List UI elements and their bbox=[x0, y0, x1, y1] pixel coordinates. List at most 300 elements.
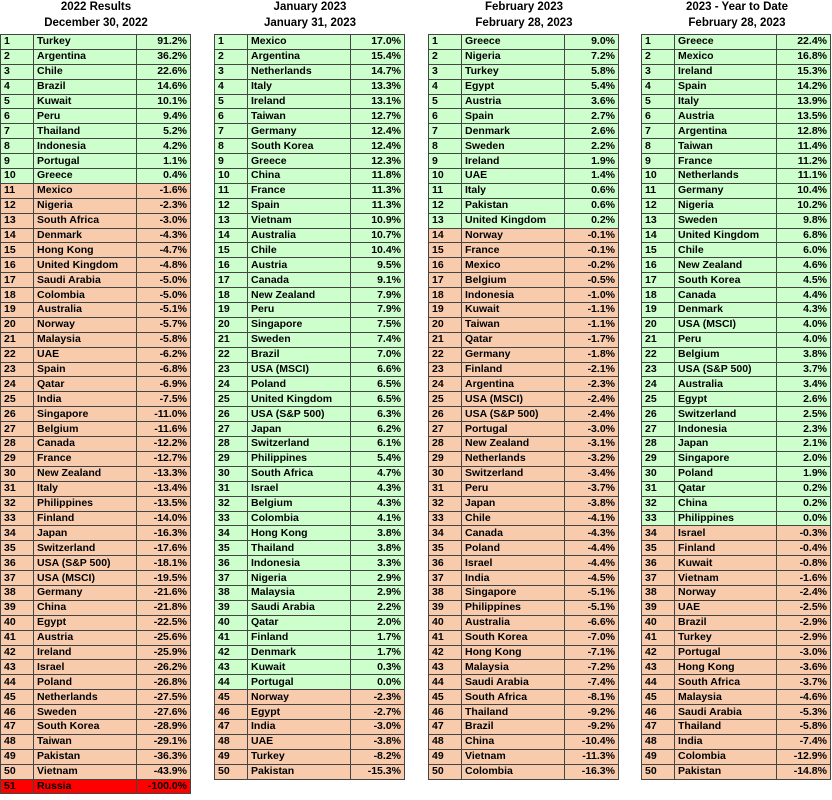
cell-rank: 18 bbox=[215, 288, 248, 303]
cell-rank: 1 bbox=[429, 35, 462, 50]
table-row bbox=[1, 585, 191, 600]
cell-country: Finland bbox=[34, 511, 137, 526]
cell-rank: 9 bbox=[1, 154, 34, 169]
ranking-table bbox=[641, 34, 831, 780]
table-row bbox=[215, 511, 405, 526]
cell-country: Peru bbox=[462, 481, 565, 496]
cell-rank: 7 bbox=[1, 124, 34, 139]
cell-value: 2.9% bbox=[351, 571, 405, 586]
cell-country: Philippines bbox=[248, 451, 351, 466]
cell-rank: 25 bbox=[642, 392, 675, 407]
cell-country: Colombia bbox=[462, 764, 565, 779]
cell-country: Hong Kong bbox=[462, 645, 565, 660]
cell-country: Greece bbox=[462, 35, 565, 50]
cell-country: Pakistan bbox=[34, 749, 137, 764]
cell-country: Portugal bbox=[675, 645, 777, 660]
cell-rank: 48 bbox=[429, 734, 462, 749]
table-row bbox=[642, 139, 831, 154]
cell-value: -26.8% bbox=[137, 675, 191, 690]
cell-rank: 18 bbox=[642, 288, 675, 303]
cell-country: Finland bbox=[248, 630, 351, 645]
cell-value: 11.3% bbox=[351, 198, 405, 213]
cell-rank: 38 bbox=[215, 585, 248, 600]
cell-country: Turkey bbox=[248, 749, 351, 764]
cell-country: Japan bbox=[462, 496, 565, 511]
cell-country: United Kingdom bbox=[675, 228, 777, 243]
cell-rank: 14 bbox=[215, 228, 248, 243]
table-row bbox=[215, 169, 405, 184]
cell-country: USA (MSCI) bbox=[462, 392, 565, 407]
cell-country: Japan bbox=[34, 526, 137, 541]
cell-value: 5.2% bbox=[137, 124, 191, 139]
cell-rank: 24 bbox=[429, 377, 462, 392]
table-row bbox=[642, 719, 831, 734]
cell-value: -3.0% bbox=[565, 422, 619, 437]
cell-value: 14.2% bbox=[777, 79, 831, 94]
cell-country: Brazil bbox=[462, 719, 565, 734]
table-row bbox=[1, 615, 191, 630]
table-row bbox=[429, 228, 619, 243]
table-row bbox=[1, 243, 191, 258]
cell-country: Malaysia bbox=[462, 660, 565, 675]
table-row bbox=[429, 600, 619, 615]
table-row bbox=[215, 183, 405, 198]
table-row bbox=[1, 49, 191, 64]
cell-country: Italy bbox=[462, 183, 565, 198]
cell-country: Israel bbox=[34, 660, 137, 675]
cell-value: -4.7% bbox=[137, 243, 191, 258]
table-row bbox=[215, 437, 405, 452]
cell-value: -3.2% bbox=[565, 451, 619, 466]
cell-value: -8.2% bbox=[351, 749, 405, 764]
table-row bbox=[1, 169, 191, 184]
cell-country: South Africa bbox=[34, 213, 137, 228]
cell-rank: 13 bbox=[642, 213, 675, 228]
cell-country: Japan bbox=[675, 437, 777, 452]
table-row bbox=[215, 213, 405, 228]
ranking-table bbox=[428, 34, 619, 780]
table-row bbox=[215, 124, 405, 139]
table-row bbox=[1, 451, 191, 466]
cell-country: Chile bbox=[34, 64, 137, 79]
cell-rank: 3 bbox=[429, 64, 462, 79]
cell-rank: 11 bbox=[215, 183, 248, 198]
cell-rank: 40 bbox=[429, 615, 462, 630]
cell-rank: 40 bbox=[642, 615, 675, 630]
table-row bbox=[642, 749, 831, 764]
cell-value: -2.4% bbox=[565, 407, 619, 422]
cell-country: Denmark bbox=[462, 124, 565, 139]
cell-value: -1.1% bbox=[565, 303, 619, 318]
cell-rank: 31 bbox=[429, 481, 462, 496]
table-row bbox=[1, 496, 191, 511]
cell-value: 6.5% bbox=[351, 392, 405, 407]
table-row bbox=[642, 481, 831, 496]
cell-rank: 38 bbox=[429, 585, 462, 600]
cell-value: 0.2% bbox=[777, 496, 831, 511]
cell-country: Portugal bbox=[248, 675, 351, 690]
cell-rank: 12 bbox=[429, 198, 462, 213]
cell-value: 3.4% bbox=[777, 377, 831, 392]
cell-value: -13.4% bbox=[137, 481, 191, 496]
cell-rank: 41 bbox=[429, 630, 462, 645]
cell-value: 9.1% bbox=[351, 273, 405, 288]
table-row bbox=[215, 139, 405, 154]
cell-country: Peru bbox=[34, 109, 137, 124]
cell-value: 12.8% bbox=[777, 124, 831, 139]
table-row bbox=[642, 198, 831, 213]
cell-rank: 8 bbox=[429, 139, 462, 154]
cell-country: Canada bbox=[248, 273, 351, 288]
cell-rank: 17 bbox=[429, 273, 462, 288]
cell-country: Switzerland bbox=[248, 437, 351, 452]
cell-value: -14.8% bbox=[777, 764, 831, 779]
cell-country: Vietnam bbox=[248, 213, 351, 228]
cell-value: -2.4% bbox=[777, 585, 831, 600]
table-row bbox=[215, 571, 405, 586]
cell-country: USA (S&P 500) bbox=[248, 407, 351, 422]
cell-country: Pakistan bbox=[248, 764, 351, 779]
cell-value: 13.3% bbox=[351, 79, 405, 94]
cell-country: Switzerland bbox=[462, 466, 565, 481]
cell-country: Canada bbox=[34, 437, 137, 452]
table-row bbox=[642, 109, 831, 124]
cell-rank: 39 bbox=[215, 600, 248, 615]
cell-rank: 14 bbox=[642, 228, 675, 243]
table-row bbox=[1, 705, 191, 720]
cell-value: 1.7% bbox=[351, 645, 405, 660]
cell-value: 6.6% bbox=[351, 362, 405, 377]
cell-value: 1.1% bbox=[137, 154, 191, 169]
cell-value: -0.5% bbox=[565, 273, 619, 288]
cell-country: Egypt bbox=[248, 705, 351, 720]
cell-country: Taiwan bbox=[248, 109, 351, 124]
table-row bbox=[1, 139, 191, 154]
cell-value: 1.7% bbox=[351, 630, 405, 645]
table-row bbox=[1, 35, 191, 50]
table-row bbox=[1, 571, 191, 586]
cell-country: USA (MSCI) bbox=[675, 317, 777, 332]
table-row bbox=[429, 660, 619, 675]
cell-rank: 18 bbox=[429, 288, 462, 303]
cell-value: -27.5% bbox=[137, 690, 191, 705]
table-row bbox=[429, 422, 619, 437]
cell-rank: 20 bbox=[642, 317, 675, 332]
table-row bbox=[215, 392, 405, 407]
table-row bbox=[215, 734, 405, 749]
table-row bbox=[429, 35, 619, 50]
cell-value: -1.7% bbox=[565, 332, 619, 347]
cell-country: USA (MSCI) bbox=[248, 362, 351, 377]
cell-country: Singapore bbox=[462, 585, 565, 600]
table-row bbox=[642, 407, 831, 422]
table-row bbox=[1, 734, 191, 749]
cell-country: New Zealand bbox=[34, 466, 137, 481]
table-row bbox=[215, 303, 405, 318]
cell-rank: 49 bbox=[1, 749, 34, 764]
table-row bbox=[215, 526, 405, 541]
cell-rank: 16 bbox=[642, 258, 675, 273]
panel-2022-results bbox=[0, 0, 192, 792]
table-row bbox=[1, 437, 191, 452]
cell-value: -4.5% bbox=[565, 571, 619, 586]
cell-value: 16.8% bbox=[777, 49, 831, 64]
cell-country: Denmark bbox=[248, 645, 351, 660]
cell-country: United Kingdom bbox=[34, 258, 137, 273]
cell-rank: 15 bbox=[429, 243, 462, 258]
cell-rank: 26 bbox=[429, 407, 462, 422]
cell-country: Colombia bbox=[675, 749, 777, 764]
cell-country: Sweden bbox=[462, 139, 565, 154]
cell-rank: 40 bbox=[215, 615, 248, 630]
cell-country: Qatar bbox=[248, 615, 351, 630]
cell-rank: 1 bbox=[642, 35, 675, 50]
table-row bbox=[642, 35, 831, 50]
cell-country: South Korea bbox=[675, 273, 777, 288]
table-row bbox=[642, 124, 831, 139]
cell-country: UAE bbox=[462, 169, 565, 184]
cell-value: -0.2% bbox=[565, 258, 619, 273]
cell-rank: 23 bbox=[1, 362, 34, 377]
panel-subtitle: February 28, 2023 bbox=[688, 16, 786, 29]
cell-country: Qatar bbox=[34, 377, 137, 392]
cell-rank: 46 bbox=[642, 705, 675, 720]
table-row bbox=[642, 317, 831, 332]
cell-country: USA (S&P 500) bbox=[675, 362, 777, 377]
cell-value: -11.0% bbox=[137, 407, 191, 422]
cell-country: Norway bbox=[34, 317, 137, 332]
table-row bbox=[215, 719, 405, 734]
table-row bbox=[642, 511, 831, 526]
table-row bbox=[1, 630, 191, 645]
cell-value: 2.9% bbox=[351, 585, 405, 600]
cell-value: -3.0% bbox=[351, 719, 405, 734]
table-row bbox=[215, 377, 405, 392]
cell-value: -9.2% bbox=[565, 705, 619, 720]
cell-value: 4.1% bbox=[351, 511, 405, 526]
cell-country: Kuwait bbox=[675, 556, 777, 571]
cell-country: Israel bbox=[462, 556, 565, 571]
cell-value: 0.3% bbox=[351, 660, 405, 675]
cell-country: Singapore bbox=[248, 317, 351, 332]
cell-value: 10.4% bbox=[351, 243, 405, 258]
table-row bbox=[1, 303, 191, 318]
cell-rank: 13 bbox=[1, 213, 34, 228]
cell-value: 12.4% bbox=[351, 139, 405, 154]
cell-value: -5.1% bbox=[565, 600, 619, 615]
table-row bbox=[429, 749, 619, 764]
cell-rank: 15 bbox=[215, 243, 248, 258]
cell-rank: 45 bbox=[429, 690, 462, 705]
cell-country: China bbox=[248, 169, 351, 184]
cell-country: Indonesia bbox=[675, 422, 777, 437]
cell-country: Belgium bbox=[248, 496, 351, 511]
cell-value: -17.6% bbox=[137, 541, 191, 556]
cell-value: 0.0% bbox=[351, 675, 405, 690]
cell-value: 9.8% bbox=[777, 213, 831, 228]
cell-rank: 7 bbox=[642, 124, 675, 139]
table-row bbox=[429, 645, 619, 660]
cell-value: 13.1% bbox=[351, 94, 405, 109]
cell-rank: 48 bbox=[642, 734, 675, 749]
cell-rank: 10 bbox=[215, 169, 248, 184]
cell-country: Netherlands bbox=[675, 169, 777, 184]
cell-country: Greece bbox=[248, 154, 351, 169]
cell-rank: 30 bbox=[642, 466, 675, 481]
cell-country: Spain bbox=[675, 79, 777, 94]
cell-value: 2.0% bbox=[777, 451, 831, 466]
cell-country: Nigeria bbox=[248, 571, 351, 586]
cell-rank: 47 bbox=[642, 719, 675, 734]
cell-country: France bbox=[248, 183, 351, 198]
cell-value: 0.4% bbox=[137, 169, 191, 184]
cell-value: -22.5% bbox=[137, 615, 191, 630]
panel-2023-year-to-date bbox=[641, 0, 832, 778]
cell-rank: 29 bbox=[1, 451, 34, 466]
cell-country: Ireland bbox=[462, 154, 565, 169]
table-row bbox=[1, 347, 191, 362]
cell-value: -1.1% bbox=[565, 317, 619, 332]
cell-country: Saudi Arabia bbox=[248, 600, 351, 615]
table-row bbox=[429, 332, 619, 347]
cell-value: -11.6% bbox=[137, 422, 191, 437]
table-row bbox=[1, 675, 191, 690]
cell-rank: 12 bbox=[642, 198, 675, 213]
table-row bbox=[1, 258, 191, 273]
cell-value: -1.6% bbox=[777, 571, 831, 586]
cell-rank: 34 bbox=[642, 526, 675, 541]
cell-rank: 20 bbox=[429, 317, 462, 332]
cell-value: 2.6% bbox=[777, 392, 831, 407]
cell-rank: 2 bbox=[642, 49, 675, 64]
cell-value: 4.3% bbox=[351, 496, 405, 511]
cell-rank: 34 bbox=[215, 526, 248, 541]
cell-rank: 11 bbox=[429, 183, 462, 198]
cell-rank: 8 bbox=[1, 139, 34, 154]
cell-rank: 41 bbox=[215, 630, 248, 645]
cell-value: -1.8% bbox=[565, 347, 619, 362]
cell-value: -13.3% bbox=[137, 466, 191, 481]
cell-country: Switzerland bbox=[675, 407, 777, 422]
table-row bbox=[215, 556, 405, 571]
cell-rank: 37 bbox=[642, 571, 675, 586]
cell-country: Brazil bbox=[248, 347, 351, 362]
table-row bbox=[642, 585, 831, 600]
cell-value: 10.2% bbox=[777, 198, 831, 213]
table-row bbox=[215, 362, 405, 377]
table-row bbox=[215, 600, 405, 615]
cell-value: 4.7% bbox=[351, 466, 405, 481]
table-row bbox=[1, 526, 191, 541]
cell-value: -16.3% bbox=[137, 526, 191, 541]
table-row bbox=[429, 556, 619, 571]
cell-value: 4.6% bbox=[777, 258, 831, 273]
cell-value: -16.3% bbox=[565, 764, 619, 779]
cell-country: Egypt bbox=[675, 392, 777, 407]
cell-country: India bbox=[462, 571, 565, 586]
cell-country: India bbox=[248, 719, 351, 734]
cell-value: 9.5% bbox=[351, 258, 405, 273]
cell-country: Chile bbox=[675, 243, 777, 258]
cell-country: United Kingdom bbox=[248, 392, 351, 407]
cell-country: Finland bbox=[462, 362, 565, 377]
cell-value: 1.9% bbox=[777, 466, 831, 481]
cell-country: Italy bbox=[248, 79, 351, 94]
table-row bbox=[1, 288, 191, 303]
table-row bbox=[642, 437, 831, 452]
cell-rank: 14 bbox=[429, 228, 462, 243]
cell-country: Belgium bbox=[462, 273, 565, 288]
cell-rank: 25 bbox=[215, 392, 248, 407]
cell-value: 5.4% bbox=[565, 79, 619, 94]
cell-country: Hong Kong bbox=[675, 660, 777, 675]
cell-rank: 50 bbox=[642, 764, 675, 779]
cell-rank: 39 bbox=[1, 600, 34, 615]
table-row bbox=[429, 571, 619, 586]
cell-value: -19.5% bbox=[137, 571, 191, 586]
cell-value: -3.0% bbox=[137, 213, 191, 228]
table-row bbox=[429, 64, 619, 79]
cell-value: -8.1% bbox=[565, 690, 619, 705]
table-row bbox=[1, 362, 191, 377]
table-row bbox=[429, 675, 619, 690]
cell-value: 2.0% bbox=[351, 615, 405, 630]
cell-country: Denmark bbox=[34, 228, 137, 243]
cell-value: -2.3% bbox=[565, 377, 619, 392]
cell-rank: 15 bbox=[1, 243, 34, 258]
cell-country: Russia bbox=[34, 779, 137, 794]
cell-rank: 45 bbox=[215, 690, 248, 705]
cell-country: China bbox=[462, 734, 565, 749]
cell-rank: 51 bbox=[1, 779, 34, 794]
cell-value: 4.3% bbox=[777, 303, 831, 318]
cell-rank: 22 bbox=[429, 347, 462, 362]
cell-rank: 4 bbox=[642, 79, 675, 94]
cell-value: -4.6% bbox=[777, 690, 831, 705]
cell-value: -5.0% bbox=[137, 288, 191, 303]
cell-country: Argentina bbox=[462, 377, 565, 392]
cell-country: Poland bbox=[248, 377, 351, 392]
table-row bbox=[1, 481, 191, 496]
table-row bbox=[215, 764, 405, 779]
cell-country: Portugal bbox=[34, 154, 137, 169]
cell-rank: 32 bbox=[1, 496, 34, 511]
cell-rank: 27 bbox=[642, 422, 675, 437]
cell-value: -26.2% bbox=[137, 660, 191, 675]
table-row bbox=[642, 213, 831, 228]
cell-rank: 15 bbox=[642, 243, 675, 258]
cell-country: Turkey bbox=[462, 64, 565, 79]
table-row bbox=[215, 109, 405, 124]
cell-rank: 21 bbox=[429, 332, 462, 347]
table-row bbox=[429, 526, 619, 541]
table-row bbox=[642, 228, 831, 243]
cell-rank: 12 bbox=[1, 198, 34, 213]
cell-value: -4.8% bbox=[137, 258, 191, 273]
table-row bbox=[429, 437, 619, 452]
cell-country: France bbox=[34, 451, 137, 466]
cell-country: Greece bbox=[675, 35, 777, 50]
cell-rank: 38 bbox=[1, 585, 34, 600]
table-row bbox=[642, 705, 831, 720]
cell-value: -3.4% bbox=[565, 466, 619, 481]
cell-rank: 31 bbox=[1, 481, 34, 496]
table-row bbox=[1, 109, 191, 124]
cell-rank: 19 bbox=[215, 303, 248, 318]
cell-rank: 36 bbox=[215, 556, 248, 571]
cell-value: -6.9% bbox=[137, 377, 191, 392]
cell-rank: 39 bbox=[642, 600, 675, 615]
